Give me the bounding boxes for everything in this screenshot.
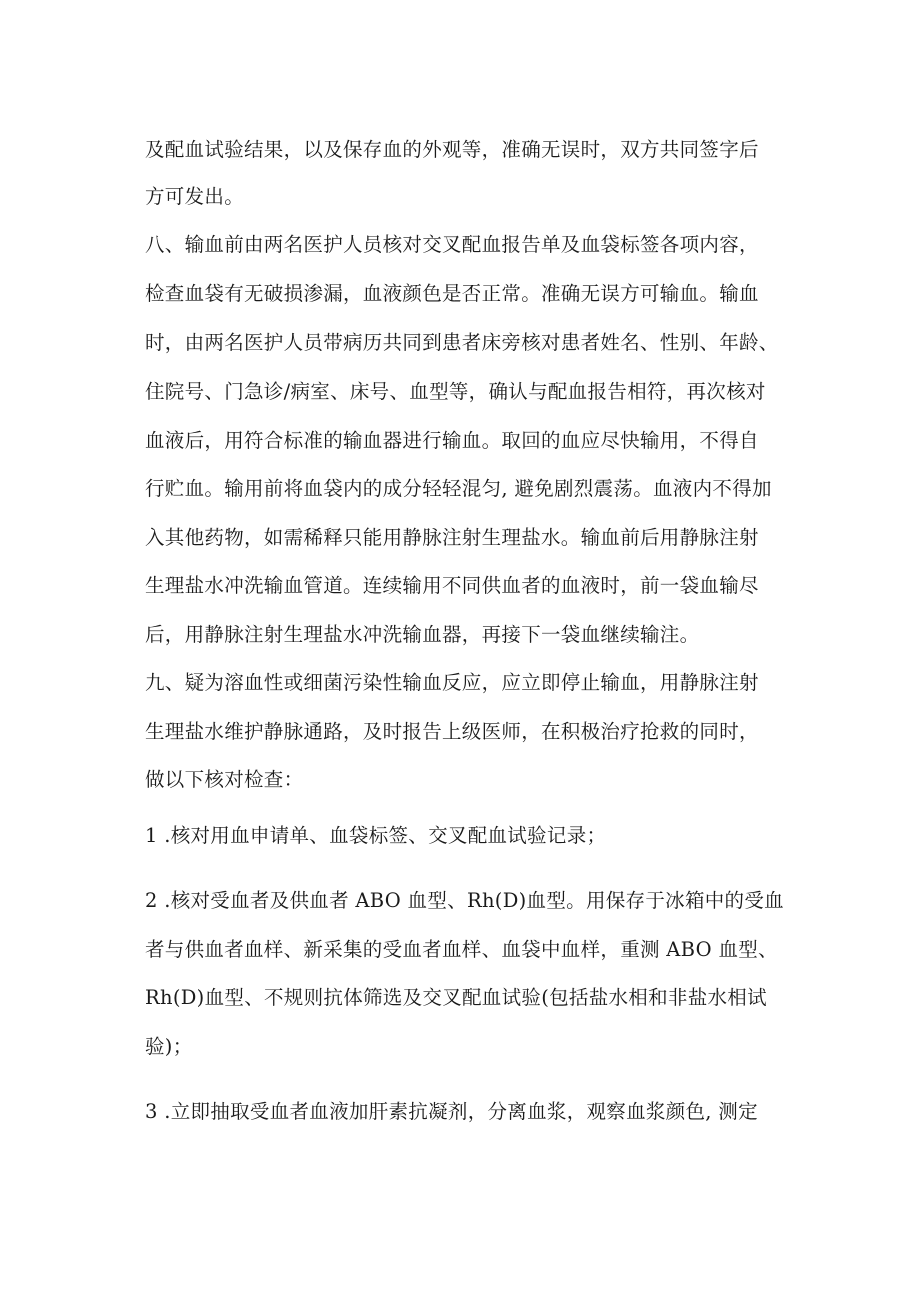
text-line: 住院号、门急诊/病室、床号、血型等，确认与配血报告相符，再次核对 (145, 380, 766, 403)
text-line: 2 .核对受血者及供血者 ABO 血型、Rh(D)血型。用保存于冰箱中的受血 (145, 889, 784, 912)
text-line: 方可发出。 (145, 185, 245, 208)
text-line: 八、输血前由两名医护人员核对交叉配血报告单及血袋标签各项内容， (145, 233, 759, 256)
text-line: 及配血试验结果，以及保存血的外观等，准确无误时，双方共同签字后 (145, 138, 759, 161)
text-line: 生理盐水冲洗输血管道。连续输用不同供血者的血液时，前一袋血输尽 (145, 574, 759, 597)
text-line: 入其他药物，如需稀释只能用静脉注射生理盐水。输血前后用静脉注射 (145, 526, 759, 549)
text-line: 后，用静脉注射生理盐水冲洗输血器，再接下一袋血继续输注。 (145, 623, 700, 646)
text-line: Rh(D)血型、不规则抗体筛选及交叉配血试验(包括盐水相和非盐水相试 (145, 986, 767, 1009)
text-line: 时，由两名医护人员带病历共同到患者床旁核对患者姓名、性别、年龄、 (145, 331, 779, 354)
text-line: 做以下核对检查： (145, 768, 304, 791)
text-line: 血液后，用符合标准的输血器进行输血。取回的血应尽快输用，不得自 (145, 429, 759, 452)
text-line: 者与供血者血样、新采集的受血者血样、血袋中血样，重测 ABO 血型、 (145, 938, 778, 961)
text-line: 验)； (145, 1035, 193, 1058)
text-line: 行贮血。输用前将血袋内的成分轻轻混匀, 避免剧烈震荡。血液内不得加 (145, 477, 772, 500)
text-line: 3 .立即抽取受血者血液加肝素抗凝剂，分离血浆，观察血浆颜色, 测定 (145, 1100, 758, 1123)
text-line: 1 .核对用血申请单、血袋标签、交叉配血试验记录； (145, 824, 607, 847)
text-line: 生理盐水维护静脉通路，及时报告上级医师，在积极治疗抢救的同时， (145, 720, 759, 743)
text-line: 九、疑为溶血性或细菌污染性输血反应，应立即停止输血，用静脉注射 (145, 671, 759, 694)
text-line: 检查血袋有无破损渗漏，血液颜色是否正常。准确无误方可输血。输血 (145, 282, 759, 305)
